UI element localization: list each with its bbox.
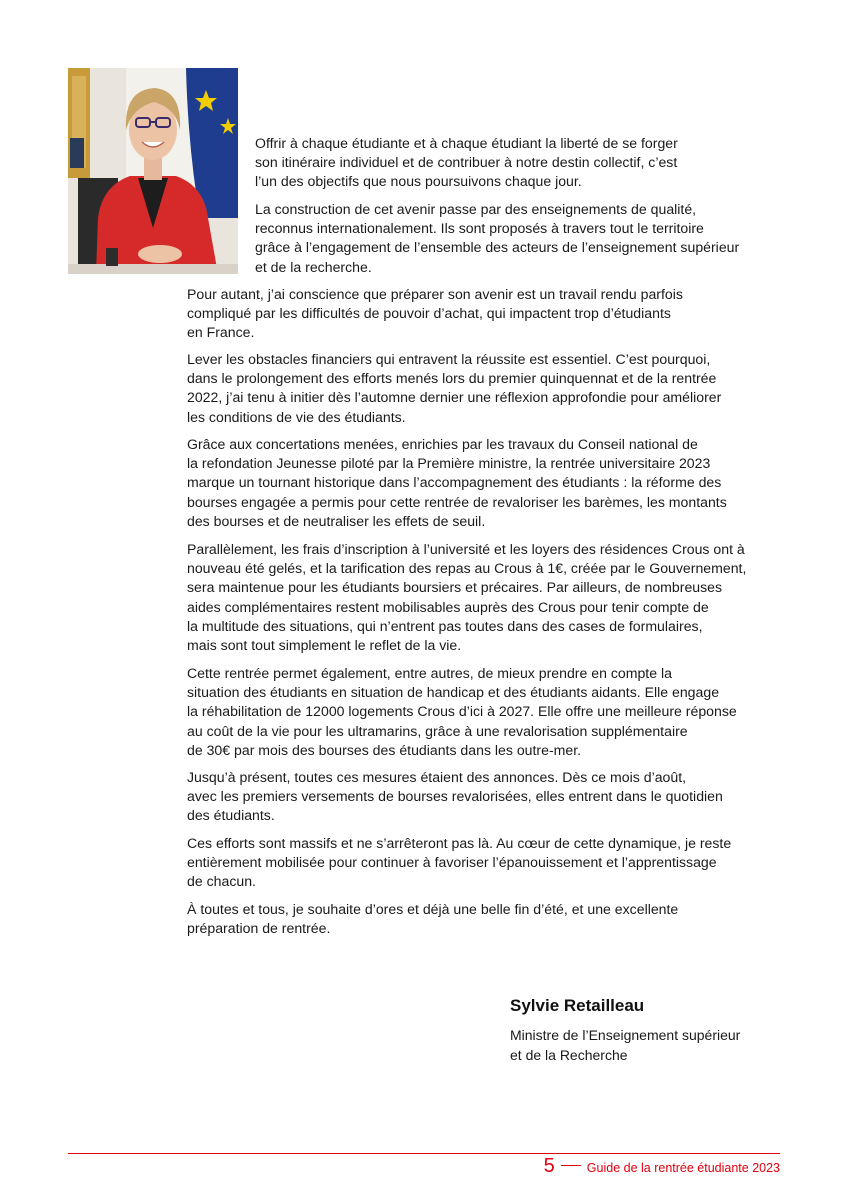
intro-paragraph: La construction de cet avenir passe par des enseignements de qualité, reconnus internationalement. Ils sont proposés à travers tout le territoire grâce à l’engagement de l’ensemble des acteurs de l’enseignement supérieur et de la recherche. — [255, 201, 740, 275]
body-paragraph: Pour autant, j’ai conscience que préparer son avenir est un travail rendu parfois compliqué par les difficultés de pouvoir d’achat, qui impactent trop d’étudiants en France. — [187, 286, 683, 341]
footer-dash — [561, 1165, 581, 1167]
page-footer — [544, 1155, 780, 1178]
body-paragraph: Grâce aux concertations menées, enrichies par les travaux du Conseil national de la refondation Jeunesse piloté par la Première ministre, la rentrée universitaire 2023 marque un tournant historique dans l’accompagnement des étudiants : la réforme des bourses engagée a permis pour cette rentrée de revaloriser les barèmes, les montants des bourses et de neutraliser les effets de seuil. — [187, 436, 727, 529]
footer-divider — [68, 1153, 780, 1154]
body-paragraph: Jusqu’à présent, toutes ces mesures étaient des annonces. Dès ce mois d’août, avec les premiers versements de bourses revalorisées, elles entrent dans le quotidien des étudiants. — [187, 769, 723, 824]
body-paragraph: À toutes et tous, je souhaite d’ores et déjà une belle fin d’été, et une excellente préparation de rentrée. — [187, 901, 679, 937]
signature-name: Sylvie Retailleau — [510, 996, 645, 1015]
page-number: 5 — [543, 1155, 555, 1177]
document-title: Guide de la rentrée étudiante 2023 — [586, 1161, 780, 1175]
signature-role: Ministre de l’Enseignement supérieur et de la Recherche — [510, 1027, 741, 1063]
portrait-photo — [68, 68, 238, 274]
body-paragraph: Ces efforts sont massifs et ne s’arrêteront pas là. Au cœur de cette dynamique, je reste entièrement mobilisée pour continuer à favoriser l’épanouissement et l’apprentissage de chacun. — [187, 835, 732, 890]
body-paragraph: Cette rentrée permet également, entre autres, de mieux prendre en compte la situation des étudiants en situation de handicap et des étudiants aidants. Elle engage la réhabilitation de 12000 logements Crous d’ici à 2027. Elle offre une meilleure réponse au coût de la vie pour les ultramarins, grâce à une revalorisation supplémentaire de 30€ par mois des bourses des étudiants dans les outre-mer. — [187, 665, 737, 758]
body-paragraph: Parallèlement, les frais d’inscription à l’université et les loyers des résidences Crous ont à nouveau été gelés, et la tarification des repas au Crous à 1€, créée par le Gouvernement, sera maintenue pour les étudiants boursiers et précaires. Par ailleurs, de nombreuses aides complémentaires restent mobilisables auprès des Crous pour tenir compte de la multitude des situations, qui n’entrent pas toutes dans des cases de formulaires, mais sont tout simplement le reflet de la vie. — [187, 541, 747, 654]
intro-paragraph: Offrir à chaque étudiante et à chaque étudiant la liberté de se forger son itinéraire individuel et de contribuer à notre destin collectif, c’est l’un des objectifs que nous poursuivons chaque jour. — [255, 135, 678, 190]
body-paragraph: Lever les obstacles financiers qui entravent la réussite est essentiel. C’est pourquoi, dans le prolongement des efforts menés lors du premier quinquennat et de la rentrée 2022, j’ai tenu à initier dès l’automne dernier une réflexion approfondie pour améliorer les conditions de vie des étudiants. — [187, 351, 722, 425]
